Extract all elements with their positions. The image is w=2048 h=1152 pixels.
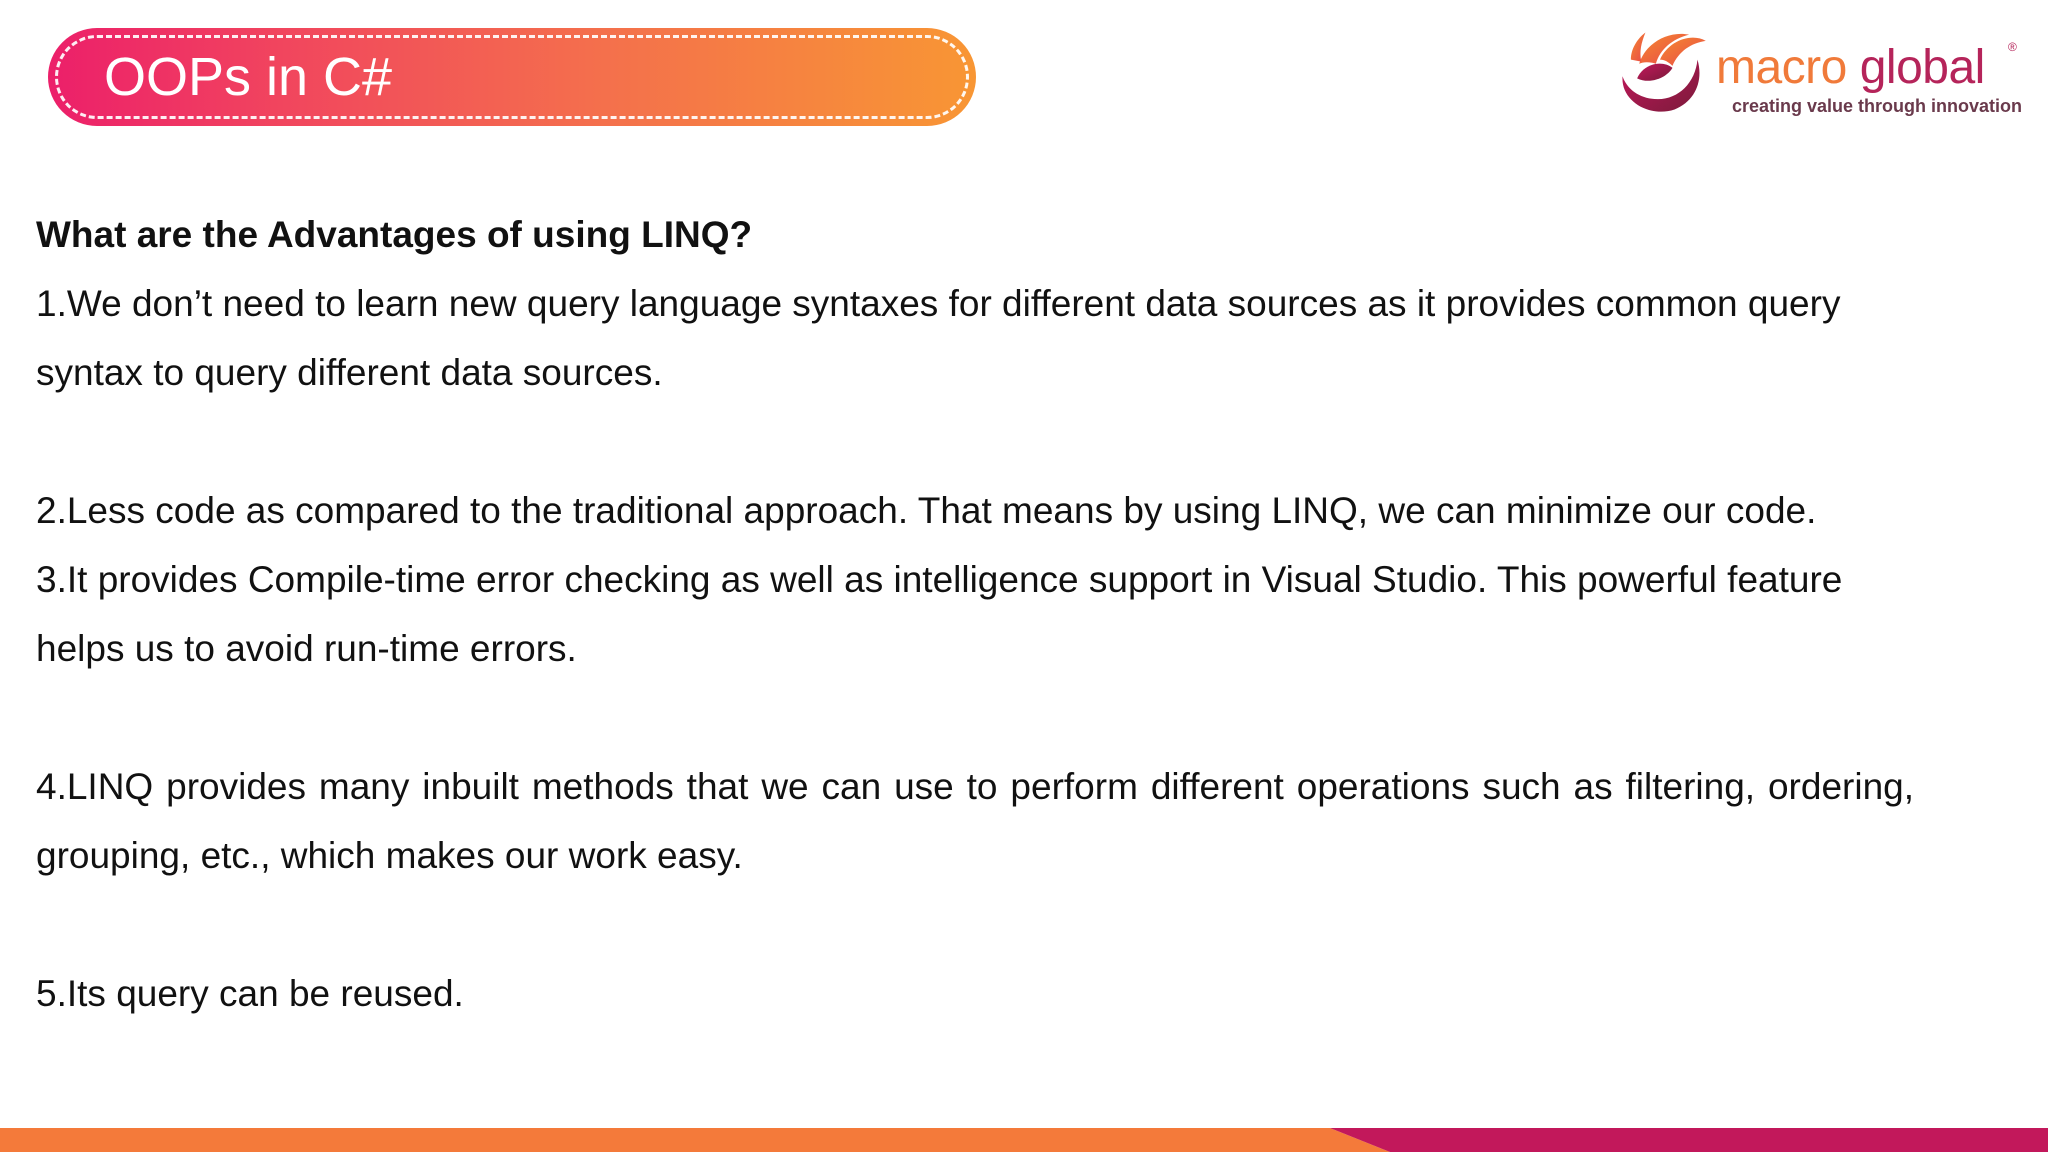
logo-tagline: creating value through innovation <box>1732 96 2023 116</box>
section-heading: What are the Advantages of using LINQ? <box>36 214 753 255</box>
registered-mark: ® <box>2008 40 2017 54</box>
company-logo <box>1608 18 2028 128</box>
slide-body <box>36 200 1914 1028</box>
logo-wordmark <box>1716 42 1985 94</box>
advantage-point-3: 3.It provides Compile-time error checking as well as intelligence support in Visual Studio. This powerful feature helps us to avoid run-time errors. <box>36 559 1843 669</box>
footer-bar <box>0 1128 2048 1152</box>
logo-word-macro: macro <box>1716 41 1847 94</box>
spacer <box>36 683 1914 752</box>
slide-title: OOPs in C# <box>104 47 393 107</box>
swirl-logo-icon <box>1608 18 1712 122</box>
advantage-point-5: 5.Its query can be reused. <box>36 973 464 1014</box>
advantage-point-1: 1.We don’t need to learn new query language syntaxes for different data sources as it provides common query syntax to query different data sources. <box>36 283 1841 393</box>
footer-bar-crimson <box>1330 1128 2048 1152</box>
logo-word-global: global <box>1859 41 1985 94</box>
spacer <box>36 890 1914 959</box>
footer-bar-orange <box>0 1128 1390 1152</box>
advantage-point-4: 4.LINQ provides many inbuilt methods that we can use to perform different operations such as filtering, ordering, grouping, etc., which makes our work easy. <box>36 766 1914 876</box>
spacer <box>36 407 1914 476</box>
advantage-point-2: 2.Less code as compared to the traditional approach. That means by using LINQ, we can minimize our code. <box>36 490 1817 531</box>
title-banner <box>48 28 976 126</box>
